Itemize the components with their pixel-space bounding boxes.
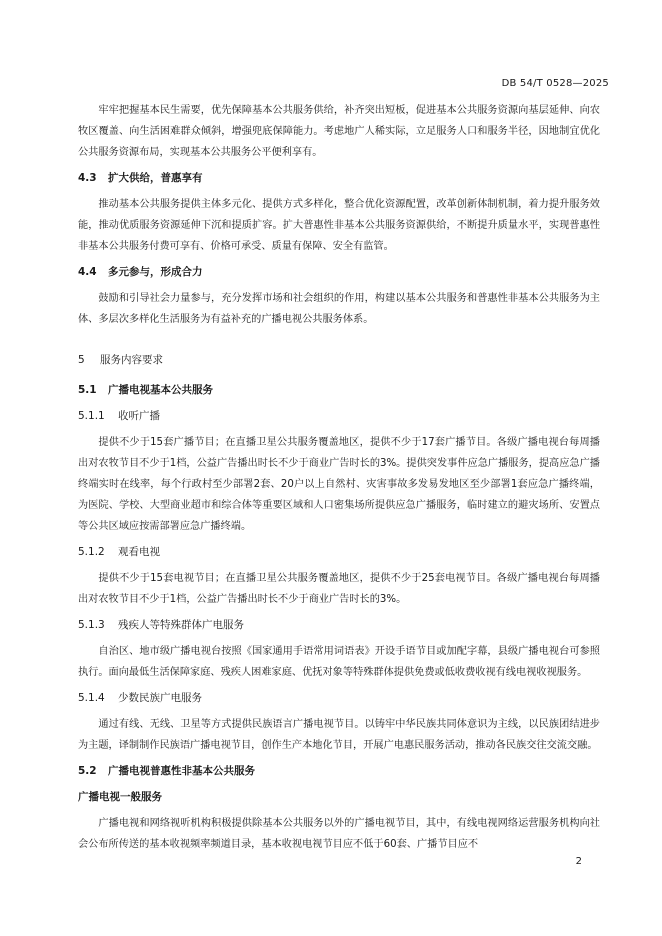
section-number: 4.3 [78, 172, 97, 184]
section-heading-5-1-1 [78, 406, 600, 427]
paragraph: 自治区、地市级广播电视台按照《国家通用手语常用词语表》开设手语节目或加配字幕，县级广播电视台可参照执行。面向最低生活保障家庭、残疾人困难家庭、优抚对象等特殊群体提供免费或低收费收视有线电视收视服务。 [78, 646, 600, 678]
section-title: 广播电视普惠性非基本公共服务 [108, 765, 255, 777]
section-title: 收听广播 [118, 410, 160, 422]
section-title: 多元参与，形成合力 [108, 266, 203, 278]
section-heading-5-2 [78, 761, 600, 782]
section-title: 观看电视 [118, 546, 160, 558]
paragraph: 推动基本公共服务提供主体多元化、提供方式多样化，整合优化资源配置，改革创新体制机制，着力提升服务效能，推动优质服务资源延伸下沉和提质扩容。扩大普惠性非基本公共服务资源供给，不断提升质量水平，实现普惠性非基本公共服务付费可享有、价格可承受、质量有保障、安全有监管。 [78, 199, 600, 252]
section-title: 残疾人等特殊群体广电服务 [118, 619, 244, 631]
section-heading-4-3 [78, 168, 600, 189]
page-number: 2 [575, 856, 582, 867]
section-title: 扩大供给，普惠享有 [108, 172, 203, 184]
section-number: 5.2 [78, 765, 97, 777]
section-number: 5.1.3 [78, 619, 105, 631]
section-heading-5-1-3 [78, 615, 600, 636]
section-number: 5.1.2 [78, 546, 105, 558]
paragraph: 鼓励和引导社会力量参与，充分发挥市场和社会组织的作用，构建以基本公共服务和普惠性非基本公共服务为主体、多层次多样化生活服务为有益补充的广播电视公共服务体系。 [78, 293, 600, 325]
document-code: DB 54/T 0528—2025 [501, 78, 609, 89]
paragraph: 提供不少于15套广播节目；在直播卫星公共服务覆盖地区，提供不少于17套广播节目。各级广播电视台每周播出对农牧节目不少于1档，公益广告播出时长不少于商业广告时长的3%。提供突发事件应急广播服务，提高应急广播终端实时在线率，每个行政村至少部署2套、20户以上自然村、灾害事故多发易发地区至少部署1套应急广播终端，为医院、学校、大型商业超市和综合体等重要区域和人口密集场所提供应急广播服务，临时建立的避灾场所、安置点等公共区域应按需部署应急广播终端。 [78, 437, 600, 532]
section-title: 广播电视基本公共服务 [108, 384, 213, 396]
section-number: 4.4 [78, 266, 97, 278]
section-heading-5-1-4 [78, 688, 600, 709]
section-number: 5.1.1 [78, 410, 105, 422]
section-title: 服务内容要求 [100, 354, 163, 366]
section-heading-5-1-2 [78, 542, 600, 563]
section-number: 5.1.4 [78, 692, 105, 704]
paragraph: 提供不少于15套电视节目；在直播卫星公共服务覆盖地区，提供不少于25套电视节目。各级广播电视台每周播出对农牧节目不少于1档，公益广告播出时长不少于商业广告时长的3%。 [78, 573, 600, 605]
section-number: 5.1 [78, 384, 97, 396]
section-heading-4-4 [78, 262, 600, 283]
subsection-heading: 广播电视一般服务 [78, 791, 162, 803]
paragraph: 广播电视和网络视听机构积极提供除基本公共服务以外的广播电视节目，其中，有线电视网络运营服务机构向社会公布所传送的基本收视频率频道目录，基本收视电视节目应不低于60套、广播节目应不 [78, 818, 600, 850]
paragraph: 通过有线、无线、卫星等方式提供民族语言广播电视节目。以铸牢中华民族共同体意识为主线，以民族团结进步为主题，译制制作民族语广播电视节目，创作生产本地化节目，开展广电惠民服务活动，推动各民族交往交流交融。 [78, 719, 600, 751]
document-body [78, 100, 600, 855]
paragraph: 牢牢把握基本民生需要，优先保障基本公共服务供给，补齐突出短板，促进基本公共服务资源向基层延伸、向农牧区覆盖、向生活困难群众倾斜，增强兜底保障能力。考虑地广人稀实际，立足服务人口和服务半径，因地制宜优化公共服务资源布局，实现基本公共服务公平便利享有。 [78, 105, 600, 158]
section-heading-5 [78, 350, 600, 371]
section-title: 少数民族广电服务 [118, 692, 202, 704]
section-number: 5 [78, 354, 85, 366]
section-heading-5-1 [78, 380, 600, 401]
